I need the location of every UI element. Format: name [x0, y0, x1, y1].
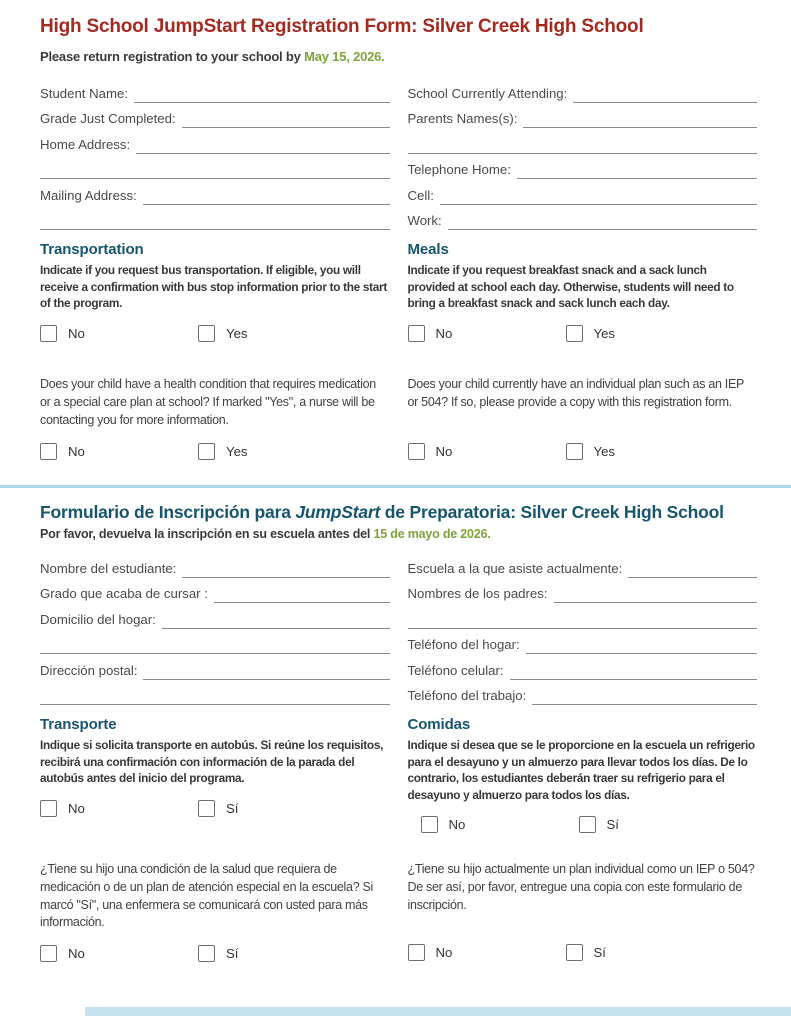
health-questions-spanish — [40, 861, 757, 962]
checkbox-transportation-no[interactable] — [40, 325, 57, 342]
field-line[interactable] — [40, 210, 390, 230]
field-line[interactable] — [136, 134, 389, 154]
field-line[interactable] — [40, 159, 390, 179]
checkbox-salud-no[interactable] — [40, 945, 57, 962]
option-no[interactable] — [408, 443, 566, 460]
health-condition-question — [40, 376, 390, 460]
field-parents-names-line2 — [408, 128, 758, 154]
option-yes[interactable] — [198, 325, 248, 342]
field-telefono-celular — [408, 654, 758, 680]
checkbox-label: No — [435, 444, 453, 459]
option-no[interactable] — [421, 816, 579, 833]
field-line[interactable] — [448, 210, 757, 230]
option-si[interactable] — [198, 800, 238, 817]
field-label: Domicilio del hogar: — [40, 611, 156, 627]
intro-line-spanish — [40, 527, 757, 541]
checkbox-health-no[interactable] — [40, 443, 57, 460]
checkbox-iep-no[interactable] — [408, 443, 425, 460]
field-parents-names — [408, 103, 758, 129]
health-condition-options — [40, 443, 390, 460]
intro-line-english — [40, 49, 757, 64]
option-no[interactable] — [40, 945, 198, 962]
option-si[interactable] — [566, 944, 606, 961]
page-title-spanish — [40, 502, 757, 523]
checkbox-iep-es-si[interactable] — [566, 944, 583, 961]
transportation-section — [40, 241, 390, 342]
field-home-address — [40, 128, 390, 154]
section-description: Indicate if you request bus transportation. If eligible, you will receive a confirmation with bus stop information prior to the start of the program. — [40, 263, 387, 311]
field-grado-cursar — [40, 578, 390, 604]
meals-options — [408, 325, 758, 342]
field-line[interactable] — [573, 83, 757, 103]
field-label: Work: — [407, 213, 442, 228]
field-domicilio-line2 — [40, 629, 390, 655]
field-label: Home Address: — [40, 136, 131, 152]
checkbox-comidas-no[interactable] — [421, 816, 438, 833]
title-part-italic: JumpStart — [295, 502, 381, 522]
iep-question-spanish — [408, 861, 758, 962]
fields-column-right — [408, 552, 758, 705]
option-yes[interactable] — [198, 443, 248, 460]
field-home-address-line2 — [40, 154, 390, 180]
field-line[interactable] — [408, 134, 758, 154]
field-line[interactable] — [440, 185, 757, 205]
checkbox-transporte-no[interactable] — [40, 800, 57, 817]
checkbox-label: No — [435, 945, 453, 961]
checkbox-health-yes[interactable] — [198, 443, 215, 460]
field-line[interactable] — [134, 83, 390, 103]
field-telephone-home — [408, 154, 758, 180]
checkbox-meals-no[interactable] — [408, 325, 425, 342]
comidas-options — [408, 816, 758, 833]
field-nombres-padres-line2 — [408, 603, 758, 629]
field-cell — [408, 179, 758, 205]
salud-question — [40, 861, 390, 962]
field-line[interactable] — [40, 634, 390, 654]
fields-column-right — [408, 77, 758, 230]
page-title-english: High School JumpStart Registration Form: Silver Creek High School — [40, 16, 644, 37]
field-mailing-address — [40, 179, 390, 205]
contact-fields-spanish — [40, 552, 757, 705]
iep-options — [408, 443, 758, 460]
salud-options — [40, 945, 390, 962]
field-line[interactable] — [40, 685, 390, 705]
title-part: de Preparatoria: Silver Creek High School — [380, 502, 724, 522]
option-no[interactable] — [408, 325, 566, 342]
field-line[interactable] — [143, 660, 389, 680]
field-line[interactable] — [162, 609, 390, 629]
field-label: Grade Just Completed: — [40, 111, 176, 126]
option-yes[interactable] — [566, 443, 616, 460]
section-description: Indique si desea que se le proporcione en la escuela un refrigerio para el desayuno y un almuerzo para llevar todos los días. De lo contrario, los estudiantes deberán traer su refrigerio para el desayuno y almuerzo para todos los días. — [407, 738, 755, 802]
bottom-accent-bar — [85, 1007, 791, 1016]
field-line[interactable] — [510, 660, 757, 680]
option-no[interactable] — [408, 944, 566, 961]
field-label: Nombre del estudiante: — [40, 560, 177, 576]
field-direccion-postal — [40, 654, 390, 680]
field-label: Teléfono celular: — [407, 662, 504, 678]
iep-question — [408, 376, 758, 460]
intro-text: Por favor, devuelva la inscripción en su escuela antes del — [40, 527, 374, 541]
field-label: Mailing Address: — [40, 187, 137, 203]
field-domicilio — [40, 603, 390, 629]
checkbox-label: Sí — [593, 945, 606, 961]
section-heading-transportation: Transportation — [40, 241, 144, 258]
checkbox-iep-es-no[interactable] — [408, 944, 425, 961]
field-label: Student Name: — [40, 85, 128, 101]
option-yes[interactable] — [566, 325, 616, 342]
field-grade-completed — [40, 103, 390, 129]
checkbox-label: No — [68, 326, 85, 341]
field-school-attending — [408, 77, 758, 103]
checkbox-label: Sí — [606, 817, 619, 833]
fields-column-left — [40, 552, 390, 705]
due-date: May 15, 2026. — [304, 49, 385, 64]
question-text: ¿Tiene su hijo una condición de la salud que requiera de medicación o de un plan de atención especial en la escuela? Si marcó "Sí", una enfermera se comunicará con usted para más información. — [40, 862, 374, 930]
field-label: Escuela a la que asiste actualmente: — [407, 560, 623, 576]
field-label: Nombres de los padres: — [407, 586, 548, 601]
contact-fields-english — [40, 77, 757, 230]
field-nombres-padres — [408, 578, 758, 604]
field-label: Grado que acaba de cursar : — [40, 586, 208, 601]
fields-column-left — [40, 77, 390, 230]
field-label: Cell: — [407, 187, 434, 203]
checkbox-label: No — [68, 946, 85, 962]
field-mailing-address-line2 — [40, 205, 390, 231]
question-text: Does your child currently have an individual plan such as an IEP or 504? If so, please provide a copy with this registration form. — [407, 377, 744, 409]
field-line[interactable] — [214, 583, 390, 603]
field-line[interactable] — [554, 583, 757, 603]
option-si[interactable] — [579, 816, 619, 833]
comidas-section — [408, 716, 758, 833]
options-sections-english — [40, 241, 757, 342]
section-divider — [0, 485, 791, 488]
title-part: Formulario de Inscripción para — [40, 502, 296, 522]
question-text: ¿Tiene su hijo actualmente un plan individual como un IEP o 504? De ser así, por favor, entregue una copia con este formulario de inscripción. — [407, 862, 755, 912]
field-label: Dirección postal: — [40, 662, 138, 678]
field-label: Teléfono del hogar: — [407, 637, 520, 652]
checkbox-salud-si[interactable] — [198, 945, 215, 962]
intro-text: Please return registration to your school by — [40, 49, 305, 64]
checkbox-meals-yes[interactable] — [566, 325, 583, 342]
checkbox-label: Yes — [593, 444, 616, 459]
field-label: Telephone Home: — [407, 162, 511, 177]
field-label: Teléfono del trabajo: — [407, 688, 527, 703]
field-line[interactable] — [523, 108, 757, 128]
field-line[interactable] — [143, 185, 390, 205]
question-text: Does your child have a health condition that requires medication or a special care plan at school? If marked "Yes", a nurse will be contacting you for more information. — [40, 377, 376, 427]
checkbox-label: No — [68, 444, 85, 459]
field-line[interactable] — [517, 159, 757, 179]
checkbox-comidas-si[interactable] — [579, 816, 596, 833]
health-questions-english — [40, 376, 757, 460]
field-telefono-trabajo — [408, 680, 758, 706]
checkbox-label: No — [435, 326, 453, 341]
options-sections-spanish — [40, 716, 757, 833]
checkbox-label: Yes — [226, 444, 248, 459]
section-heading-transporte: Transporte — [40, 716, 117, 733]
option-no[interactable] — [40, 800, 198, 817]
field-line[interactable] — [408, 609, 758, 629]
field-escuela-actual — [408, 552, 758, 578]
field-label: School Currently Attending: — [407, 85, 568, 101]
section-heading-comidas: Comidas — [407, 716, 471, 733]
field-direccion-postal-line2 — [40, 680, 390, 706]
field-work — [408, 205, 758, 231]
checkbox-label: Sí — [226, 946, 239, 962]
iep-options-spanish — [408, 944, 758, 961]
checkbox-transporte-si[interactable] — [198, 800, 215, 817]
field-line[interactable] — [182, 558, 389, 578]
field-line[interactable] — [532, 685, 757, 705]
checkbox-label: No — [68, 801, 85, 816]
due-date: 15 de mayo de 2026. — [373, 527, 491, 541]
transportation-options — [40, 325, 390, 342]
meals-section — [408, 241, 758, 342]
section-description: Indicate if you request breakfast snack and a sack lunch provided at school each day. Otherwise, students will need to bring a breakfast snack and sack lunch each day. — [407, 263, 734, 311]
field-student-name — [40, 77, 390, 103]
field-line[interactable] — [182, 108, 390, 128]
option-no[interactable] — [40, 443, 198, 460]
option-si[interactable] — [198, 945, 238, 962]
checkbox-iep-yes[interactable] — [566, 443, 583, 460]
field-telefono-hogar — [408, 629, 758, 655]
checkbox-label: Sí — [226, 801, 239, 816]
checkbox-label: Yes — [226, 326, 248, 341]
transporte-section — [40, 716, 390, 833]
section-description: Indique si solicita transporte en autobús. Si reúne los requisitos, recibirá una confirmación con información de la parada del autobús antes del inicio del programa. — [40, 738, 384, 786]
checkbox-transportation-yes[interactable] — [198, 325, 215, 342]
field-label: Parents Names(s): — [407, 111, 518, 126]
section-heading-meals: Meals — [407, 241, 449, 258]
transporte-options — [40, 800, 390, 817]
option-no[interactable] — [40, 325, 198, 342]
checkbox-label: Yes — [593, 326, 616, 341]
field-line[interactable] — [526, 634, 757, 654]
checkbox-label: No — [448, 817, 466, 833]
field-line[interactable] — [628, 558, 757, 578]
field-nombre-estudiante — [40, 552, 390, 578]
